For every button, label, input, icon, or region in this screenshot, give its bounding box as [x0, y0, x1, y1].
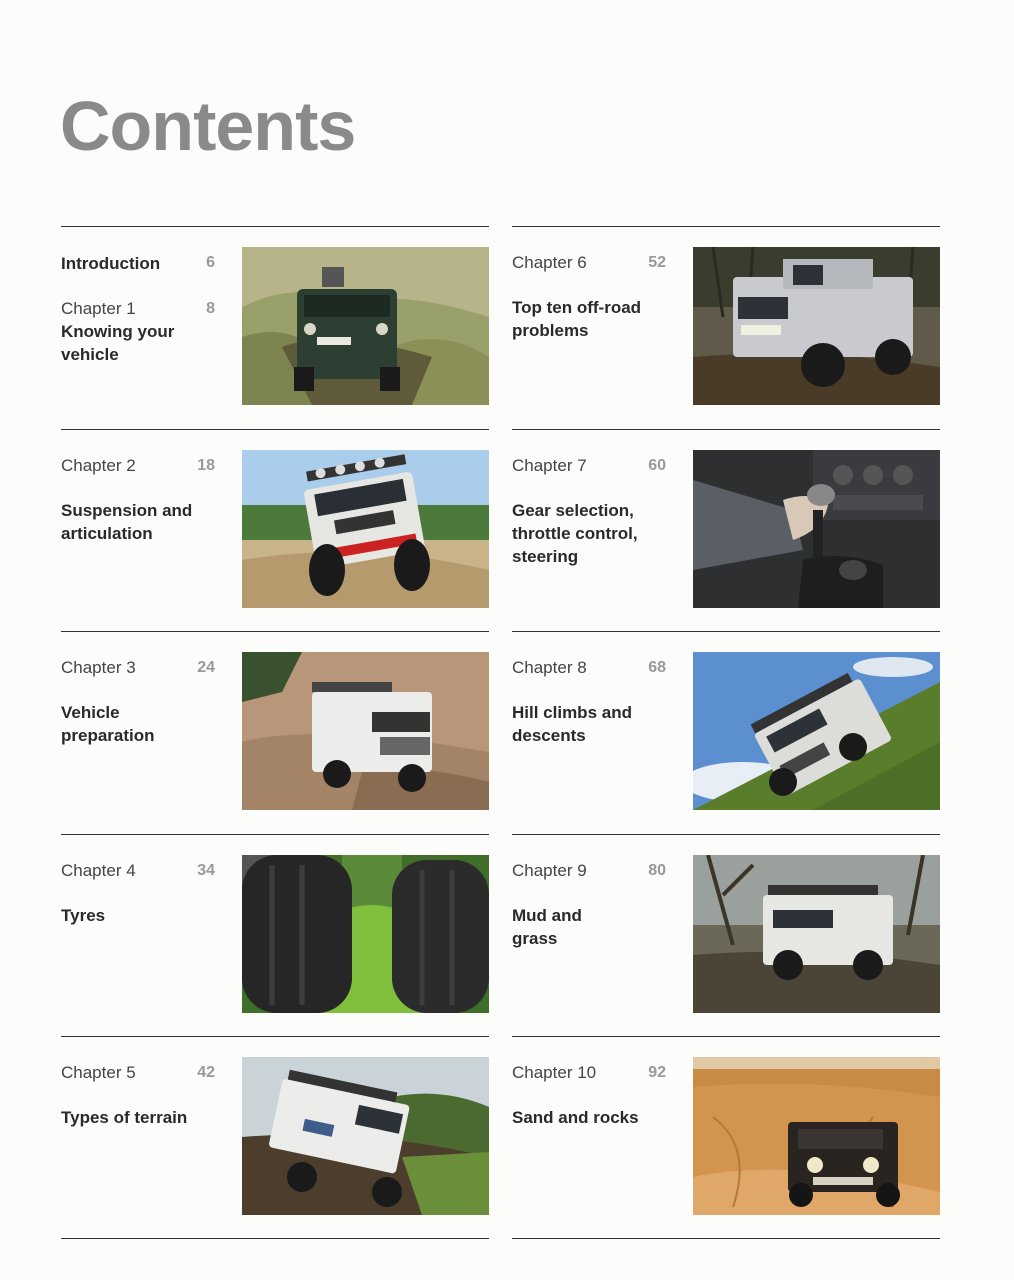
defender-mud-woods-photo	[693, 855, 940, 1013]
chapter-page-number: 34	[197, 862, 215, 879]
toc-entry-chapter-9[interactable]	[512, 834, 940, 1037]
chapter-label: Chapter 2	[61, 456, 136, 475]
divider	[61, 1238, 489, 1239]
divider	[512, 1238, 940, 1239]
intro-page-number: 6	[206, 254, 215, 271]
chapter-title[interactable]: Knowing your vehicle	[61, 322, 175, 364]
chapter-label: Chapter 7	[512, 456, 587, 475]
divider	[512, 429, 940, 430]
toc-entry-chapter-6[interactable]	[512, 226, 940, 429]
chapter-label: Chapter 1	[61, 299, 136, 318]
chapter-title[interactable]: Vehicle preparation	[61, 703, 155, 745]
chapter-title[interactable]: Tyres	[61, 906, 106, 925]
chapter-title[interactable]: Sand and rocks	[512, 1108, 639, 1127]
toc-entry-chapter-5[interactable]	[61, 1036, 489, 1239]
chapter-label: Chapter 9	[512, 861, 587, 880]
chapter-title[interactable]: Top ten off-road problems	[512, 298, 642, 340]
chapter-page-number: 42	[197, 1064, 215, 1081]
divider	[61, 226, 489, 227]
vehicle-sand-dunes-photo	[693, 1057, 940, 1215]
chapter-label: Chapter 5	[61, 1063, 136, 1082]
divider	[512, 226, 940, 227]
chapter-label: Chapter 6	[512, 253, 587, 272]
land-rover-discovery-rut-photo	[242, 247, 489, 405]
divider	[512, 834, 940, 835]
chapter-label: Chapter 10	[512, 1063, 597, 1082]
toc-entry-chapter-10[interactable]	[512, 1036, 940, 1239]
toc-entry-chapter-4[interactable]	[61, 834, 489, 1037]
intro-title[interactable]: Introduction	[61, 254, 161, 273]
chapter-label: Chapter 4	[61, 861, 136, 880]
toc-entry-chapter-1[interactable]	[61, 226, 489, 429]
defender-hill-climb-photo	[693, 652, 940, 810]
chapter-page-number: 92	[648, 1064, 666, 1081]
chapter-page-number: 68	[648, 659, 666, 676]
chapter-page-number: 80	[648, 862, 666, 879]
divider	[512, 1036, 940, 1037]
silver-defender-pickup-photo	[693, 247, 940, 405]
chapter-title[interactable]: Types of terrain	[61, 1108, 188, 1127]
toc-entry-chapter-8[interactable]	[512, 631, 940, 834]
chapter-title[interactable]: Gear selection, throttle control, steering	[512, 501, 638, 566]
chapter-page-number: 52	[648, 254, 666, 271]
chapter-title[interactable]: Hill climbs and descents	[512, 703, 632, 745]
divider	[61, 429, 489, 430]
divider	[61, 631, 489, 632]
chapter-label: Chapter 3	[61, 658, 136, 677]
page-title: Contents	[60, 87, 356, 165]
tyres-closeup-photo	[242, 855, 489, 1013]
divider	[512, 631, 940, 632]
chapter-label: Chapter 8	[512, 658, 587, 677]
chapter-title[interactable]: Suspension and articulation	[61, 501, 193, 543]
toc-entry-chapter-2[interactable]	[61, 429, 489, 632]
divider	[61, 1036, 489, 1037]
chapter-page-number: 18	[197, 457, 215, 474]
chapter-page-number: 24	[197, 659, 215, 676]
defender-articulation-photo	[242, 450, 489, 608]
chapter-page-number: 60	[648, 457, 666, 474]
gear-lever-interior-photo	[693, 450, 940, 608]
white-defender-rocks-photo	[242, 652, 489, 810]
defender-muddy-slope-photo	[242, 1057, 489, 1215]
divider	[61, 834, 489, 835]
chapter-title[interactable]: Mud and grass	[512, 906, 582, 948]
toc-entry-chapter-3[interactable]	[61, 631, 489, 834]
toc-entry-chapter-7[interactable]	[512, 429, 940, 632]
chapter-page-number: 8	[206, 300, 215, 317]
